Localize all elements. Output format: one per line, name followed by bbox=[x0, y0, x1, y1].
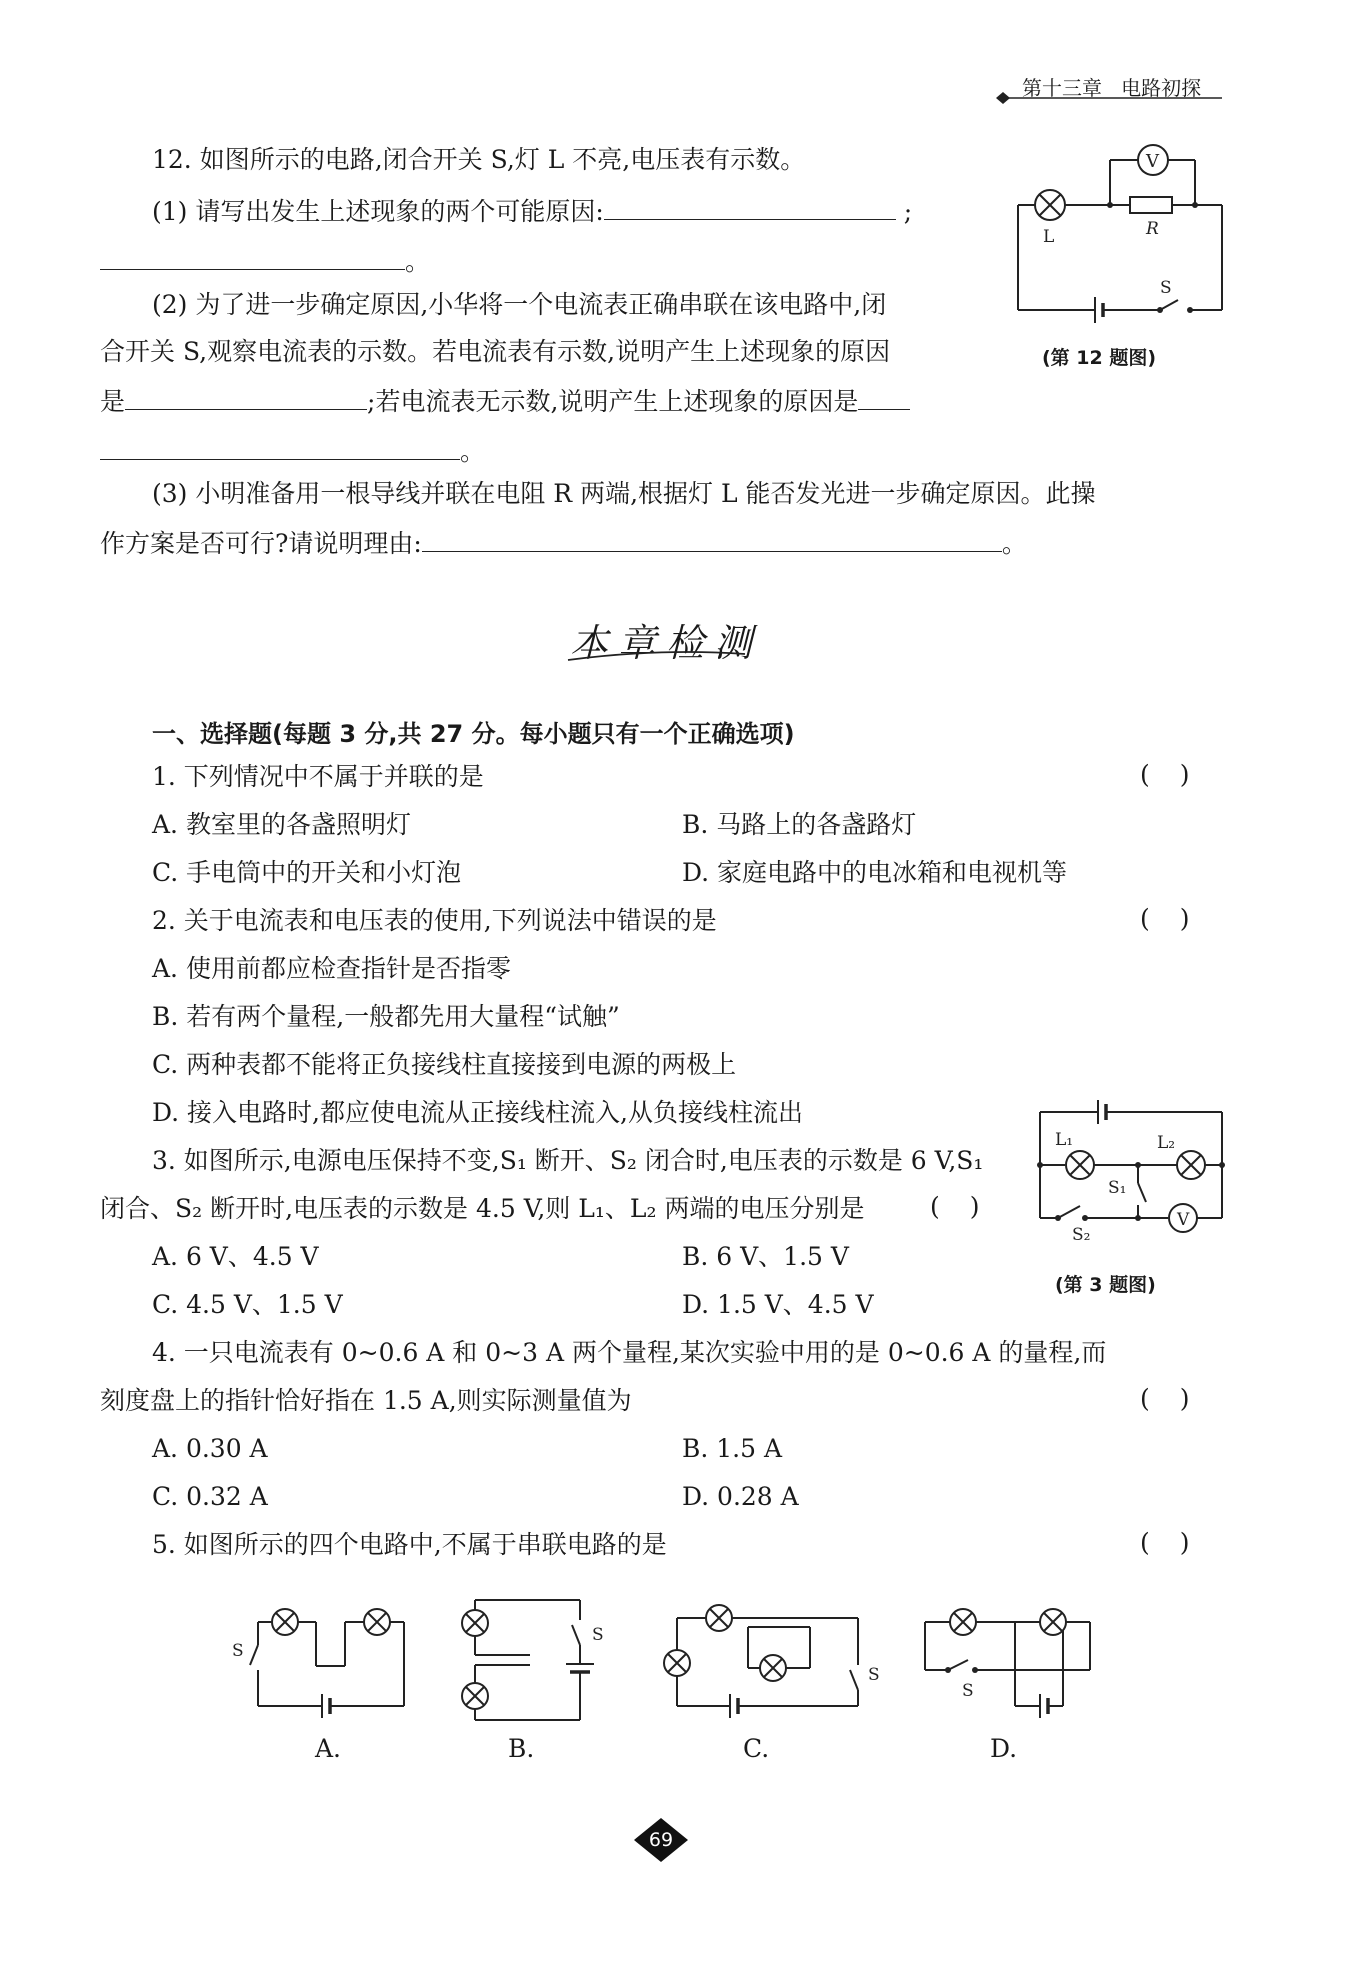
q12-part2-line2: 合开关 S,观察电流表的示数。若电流表有示数,说明产生上述现象的原因 bbox=[100, 337, 891, 366]
q5-stem: 5. 如图所示的四个电路中,不属于串联电路的是 bbox=[152, 1530, 667, 1559]
q2-answer-bracket[interactable]: () bbox=[1140, 904, 1220, 933]
q2-option-b: B. 若有两个量程,一般都先用大量程“试触” bbox=[152, 1002, 620, 1031]
q5-b-switch-label: S bbox=[592, 1625, 604, 1645]
q3-fig-s1-label: S₁ bbox=[1108, 1178, 1127, 1198]
q12-part2-line4: 。 bbox=[100, 433, 485, 469]
q5-d-switch-label: S bbox=[962, 1681, 974, 1701]
q2-option-d: D. 接入电路时,都应使电流从正接线柱流入,从负接线柱流出 bbox=[152, 1098, 803, 1127]
q12-part3-line1: (3) 小明准备用一根导线并联在电阻 R 两端,根据灯 L 能否发光进一步确定原因。此操 bbox=[152, 479, 1096, 508]
q1-option-d: D. 家庭电路中的电冰箱和电视机等 bbox=[682, 858, 1068, 887]
q4-option-c: C. 0.32 A bbox=[152, 1482, 268, 1511]
q1-stem: 1. 下列情况中不属于并联的是 bbox=[152, 762, 484, 791]
q2-option-a: A. 使用前都应检查指针是否指零 bbox=[152, 954, 511, 983]
q4-option-b: B. 1.5 A bbox=[682, 1434, 783, 1463]
q4-option-d: D. 0.28 A bbox=[682, 1482, 799, 1511]
chapter-title: 电路初探 bbox=[1121, 76, 1202, 100]
q1-option-c: C. 手电筒中的开关和小灯泡 bbox=[152, 858, 462, 887]
q5-answer-bracket[interactable]: () bbox=[1140, 1528, 1220, 1557]
q12-fig-switch-label: S bbox=[1160, 278, 1172, 298]
q3-option-d: D. 1.5 V、4.5 V bbox=[682, 1290, 874, 1319]
q5-c-switch-label: S bbox=[868, 1665, 880, 1685]
q12-stem: 12. 如图所示的电路,闭合开关 S,灯 L 不亮,电压表有示数。 bbox=[152, 145, 806, 174]
q1-answer-bracket[interactable]: () bbox=[1140, 760, 1220, 789]
q12-part1-line1: (1) 请写出发生上述现象的两个可能原因: ; bbox=[152, 193, 912, 229]
q3-option-b: B. 6 V、1.5 V bbox=[682, 1242, 849, 1271]
q4-stem-line2: 刻度盘上的指针恰好指在 1.5 A,则实际测量值为 bbox=[100, 1386, 632, 1415]
q5-a-switch-label: S bbox=[232, 1641, 244, 1661]
q5-label-c: C. bbox=[743, 1734, 770, 1763]
q2-option-c: C. 两种表都不能将正负接线柱直接接到电源的两极上 bbox=[152, 1050, 737, 1079]
q3-fig-voltmeter-label: V bbox=[1177, 1210, 1190, 1230]
q12-fig-lamp-label: L bbox=[1043, 227, 1055, 247]
q12-part3-line2: 作方案是否可行?请说明理由: 。 bbox=[100, 525, 1027, 561]
q4-answer-bracket[interactable]: () bbox=[1140, 1384, 1220, 1413]
q12-part2-line1: (2) 为了进一步确定原因,小华将一个电流表正确串联在该电路中,闭 bbox=[152, 290, 887, 319]
q5-label-a: A. bbox=[315, 1734, 342, 1763]
q3-fig-s2-label: S₂ bbox=[1072, 1225, 1091, 1245]
q12-fig-voltmeter-label: V bbox=[1146, 151, 1159, 172]
q4-option-a: A. 0.30 A bbox=[152, 1434, 268, 1463]
q3-answer-bracket[interactable]: () bbox=[930, 1192, 1010, 1221]
page-number: 69 bbox=[648, 1829, 674, 1851]
q3-figure-caption: (第 3 题图) bbox=[1055, 1274, 1156, 1296]
q12-fig-resistor-label: R bbox=[1146, 219, 1159, 239]
chapter-test-title: 本章检测 bbox=[570, 621, 763, 665]
q3-option-c: C. 4.5 V、1.5 V bbox=[152, 1290, 343, 1319]
q5-label-b: B. bbox=[508, 1734, 535, 1763]
q12-figure-caption: (第 12 题图) bbox=[1042, 347, 1157, 369]
section-heading-multiple-choice: 一、选择题(每题 3 分,共 27 分。每小题只有一个正确选项) bbox=[152, 720, 795, 748]
q1-option-a: A. 教室里的各盏照明灯 bbox=[152, 810, 411, 839]
q4-stem-line1: 4. 一只电流表有 0~0.6 A 和 0~3 A 两个量程,某次实验中用的是 0~0.6 A 的量程,而 bbox=[152, 1338, 1107, 1367]
q2-stem: 2. 关于电流表和电压表的使用,下列说法中错误的是 bbox=[152, 906, 717, 935]
q12-part2-line3: 是 ;若电流表无示数,说明产生上述现象的原因是 bbox=[100, 383, 910, 419]
q3-fig-l1-label: L₁ bbox=[1055, 1130, 1074, 1150]
q3-fig-l2-label: L₂ bbox=[1157, 1133, 1176, 1153]
q1-option-b: B. 马路上的各盏路灯 bbox=[682, 810, 917, 839]
q3-stem-line2: 闭合、S₂ 断开时,电压表的示数是 4.5 V,则 L₁、L₂ 两端的电压分别是 bbox=[100, 1194, 865, 1223]
q12-part1-line2: 。 bbox=[100, 243, 430, 279]
chapter-number: 第十三章 bbox=[1022, 76, 1102, 100]
q3-stem-line1: 3. 如图所示,电源电压保持不变,S₁ 断开、S₂ 闭合时,电压表的示数是 6 V,S₁ bbox=[152, 1146, 984, 1175]
q5-label-d: D. bbox=[990, 1734, 1018, 1763]
q3-option-a: A. 6 V、4.5 V bbox=[152, 1242, 319, 1271]
